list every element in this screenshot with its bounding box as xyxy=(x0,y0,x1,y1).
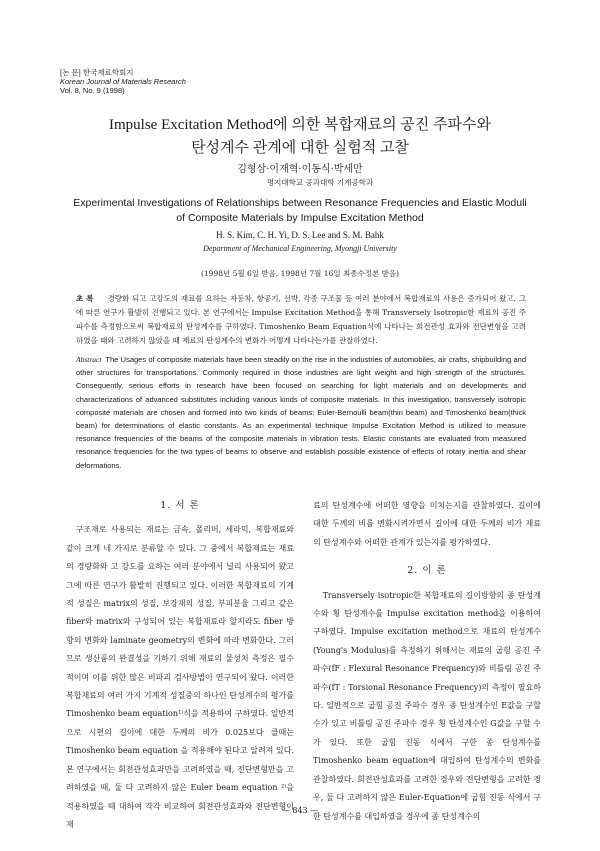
abstract-en-label: Abstract xyxy=(76,355,102,364)
affiliation-ko: 명지대학교 공과대학 기계공학과 xyxy=(266,178,374,187)
abstract-en-text: The Usages of composite materials have been steadily on the rise in the industries of automobiles, air crafts, shipbuilding and other structures for transportations. Commonly required in those industries are light weight and high strength of the structures. Consequently, serious efforts in research have been focused on searching for light materials and on developments and characterizations of advanced substitutes including various kinds of composite materials. In this investigation, transversely isotropic composite materials are chosen and formed into two kinds of beams; Euler-Bernoulli beam(thin beam) and Timoshenko beam(thick beam) for determinations of elastic constants. As an experimental technique Impulse Excitation Method is utilized to measure resonance frequencies of the beams of the composite materials in vibration tests. Elastic constants are evaluated from measured resonance frequencies for the two types of beams to observe and establish possible existence of effects of rotary inertia and shear deformations. xyxy=(76,355,526,470)
abstract-en xyxy=(76,353,526,472)
journal-header xyxy=(60,68,186,95)
introduction-continued: 료의 탄성계수에 어떠한 영향을 미치는지를 관찰하였다. 길이에 대한 두께의 비를 변화시켜가면서 길이에 대한 두께의 비가 재료의 탄성계수와 어떠한 관계가 있는지를 평가하였다. xyxy=(313,501,541,547)
journal-name-en: Korean Journal of Materials Research xyxy=(60,77,186,86)
section-heading-theory: 2. 이 론 xyxy=(407,565,447,577)
abstract-ko-text: 경량화 되고 고강도의 재료를 요하는 자동차, 항공기, 선박, 각종 구조물 등 여러 분야에서 복합재료의 사용은 증가되어 왔고, 그에 따른 연구가 활발히 진행되고 있다. 본 연구에서는 Impulse Excitation Method을 통해 Transversely Isotropic한 재료의 공진 주파수를 측정함으로써 복합재료의 탄성계수를 구하였다. Timoshenko Beam Equation식에 나타나는 회전관성 효과와 전단변형을 고려하였을 때와 고려하지 않았을 때 재료의 탄성계수의 변화가 어떻게 나타나는가를 관찰하였다. xyxy=(76,294,526,345)
affiliation-en: Department of Mechanical Engineering, Myongji University xyxy=(203,244,397,253)
authors-ko: 김형삼·이재혁·이동식·박세만 xyxy=(237,164,363,175)
abstract-ko-label: 초 록 xyxy=(76,294,94,303)
paper-title-en: Experimental Investigations of Relationships between Resonance Frequencies and Elastic Moduli of Composite Materials by Impulse Excitation Method xyxy=(73,197,527,224)
received-dates: (1998년 5월 6일 받음, 1998년 7월 16일 최종수정본 받음) xyxy=(200,269,399,278)
journal-volume: Vol. 8, No. 9 (1998) xyxy=(60,86,125,95)
page-number: — 843 — xyxy=(281,806,319,815)
abstract-ko xyxy=(76,292,526,348)
left-column xyxy=(66,497,294,834)
journal-name-ko: [논 문] 한국재료학회지 xyxy=(60,68,134,77)
section-heading-introduction: 1. 서 론 xyxy=(160,500,200,511)
right-column xyxy=(313,497,541,826)
paper-title-ko: Impulse Excitation Method에 의한 복합재료의 공진 주파수와 탄성계수 관계에 대한 실험적 고찰 xyxy=(109,117,491,156)
authors-en: H. S. Kim, C. H. Yi, D. S. Lee and S. M. Bahk xyxy=(216,230,384,240)
theory-text: Transversely isotropic한 복합재료의 길이방향의 종 탄성계수와 횡 탄성계수를 Impulse excitation method을 이용하여 구하였다. Impulse excitation method으로 재료의 탄성계수(Young's Modulus)를 측정하기 위해서는 재료의 굽힘 공진 주파수(fF : Flexural Resonance Frequency)와 비틀림 공진 주파수(fT : Torsional Resonance Frequency)의 측정이 필요하다. 일반적으로 굽힘 공진 주파수 경우 종 탄성계수인 E값을 구할 수가 있고 비틀림 공진 주파수 경우 횡 탄성계수인 G값을 구할 수가 있다. 또한 굽힘 진동 식에서 구한 종 탄성계수를 Timoshenko beam equation에 대입하여 탄성계수의 변화를 관찰하였다. 회전관성효과를 고려한 경우와 전단변형을 고려한 경우, 둘 다 고려하지 않은 Euler-Equation에 굽힘 진동 식에서 구한 탄성계수를 대입하였을 경우에 종 탄성계수의 xyxy=(313,590,541,821)
introduction-text: 구조재로 사용되는 재료는 금속, 폴리머, 세라믹, 복합재료와 같이 크게 네 가지로 분류할 수 있다. 그 중에서 복합재료는 재료의 경량화와 고 강도를 요하는 여러 분야에서 널리 사용되어 왔고 그에 따른 연구가 활발히 진행되고 있다. 이러한 복합재료의 기계적 성질은 matrix의 성질, 보강재의 성질, 부피분율 그리고 같은 fiber와 matrix와 구성되어 있는 복합재료라 할지라도 fiber 방향의 변화와 laminate geometry의 변화에 따라 변화한다. 그러므로 생산품의 완결성을 기하기 위해 재료의 물성치 측정은 필수적이며 이를 위한 많은 비파괴 검사방법이 연구되어 왔다. 이러한 복합재료의 여러 가지 기계적 성질중의 하나인 탄성계수의 평가를 Timoshenko beam equation¹⁾식을 적용하여 구하였다. 일반적으로 시편의 길이에 대한 두께의 비가 0.025보다 클때는 Timoshenko beam equation 을 적용해야 된다고 알려져 있다. 본 연구에서는 회전관성효과만을 고려하였을 때, 전단변형만을 고려하였을 때, 둘 다 고려하지 않은 Euler beam equation ²⁾을 적용하였을 때 대하여 각각 비교하여 회전관성효과와 전단변형이 재 xyxy=(66,525,294,829)
